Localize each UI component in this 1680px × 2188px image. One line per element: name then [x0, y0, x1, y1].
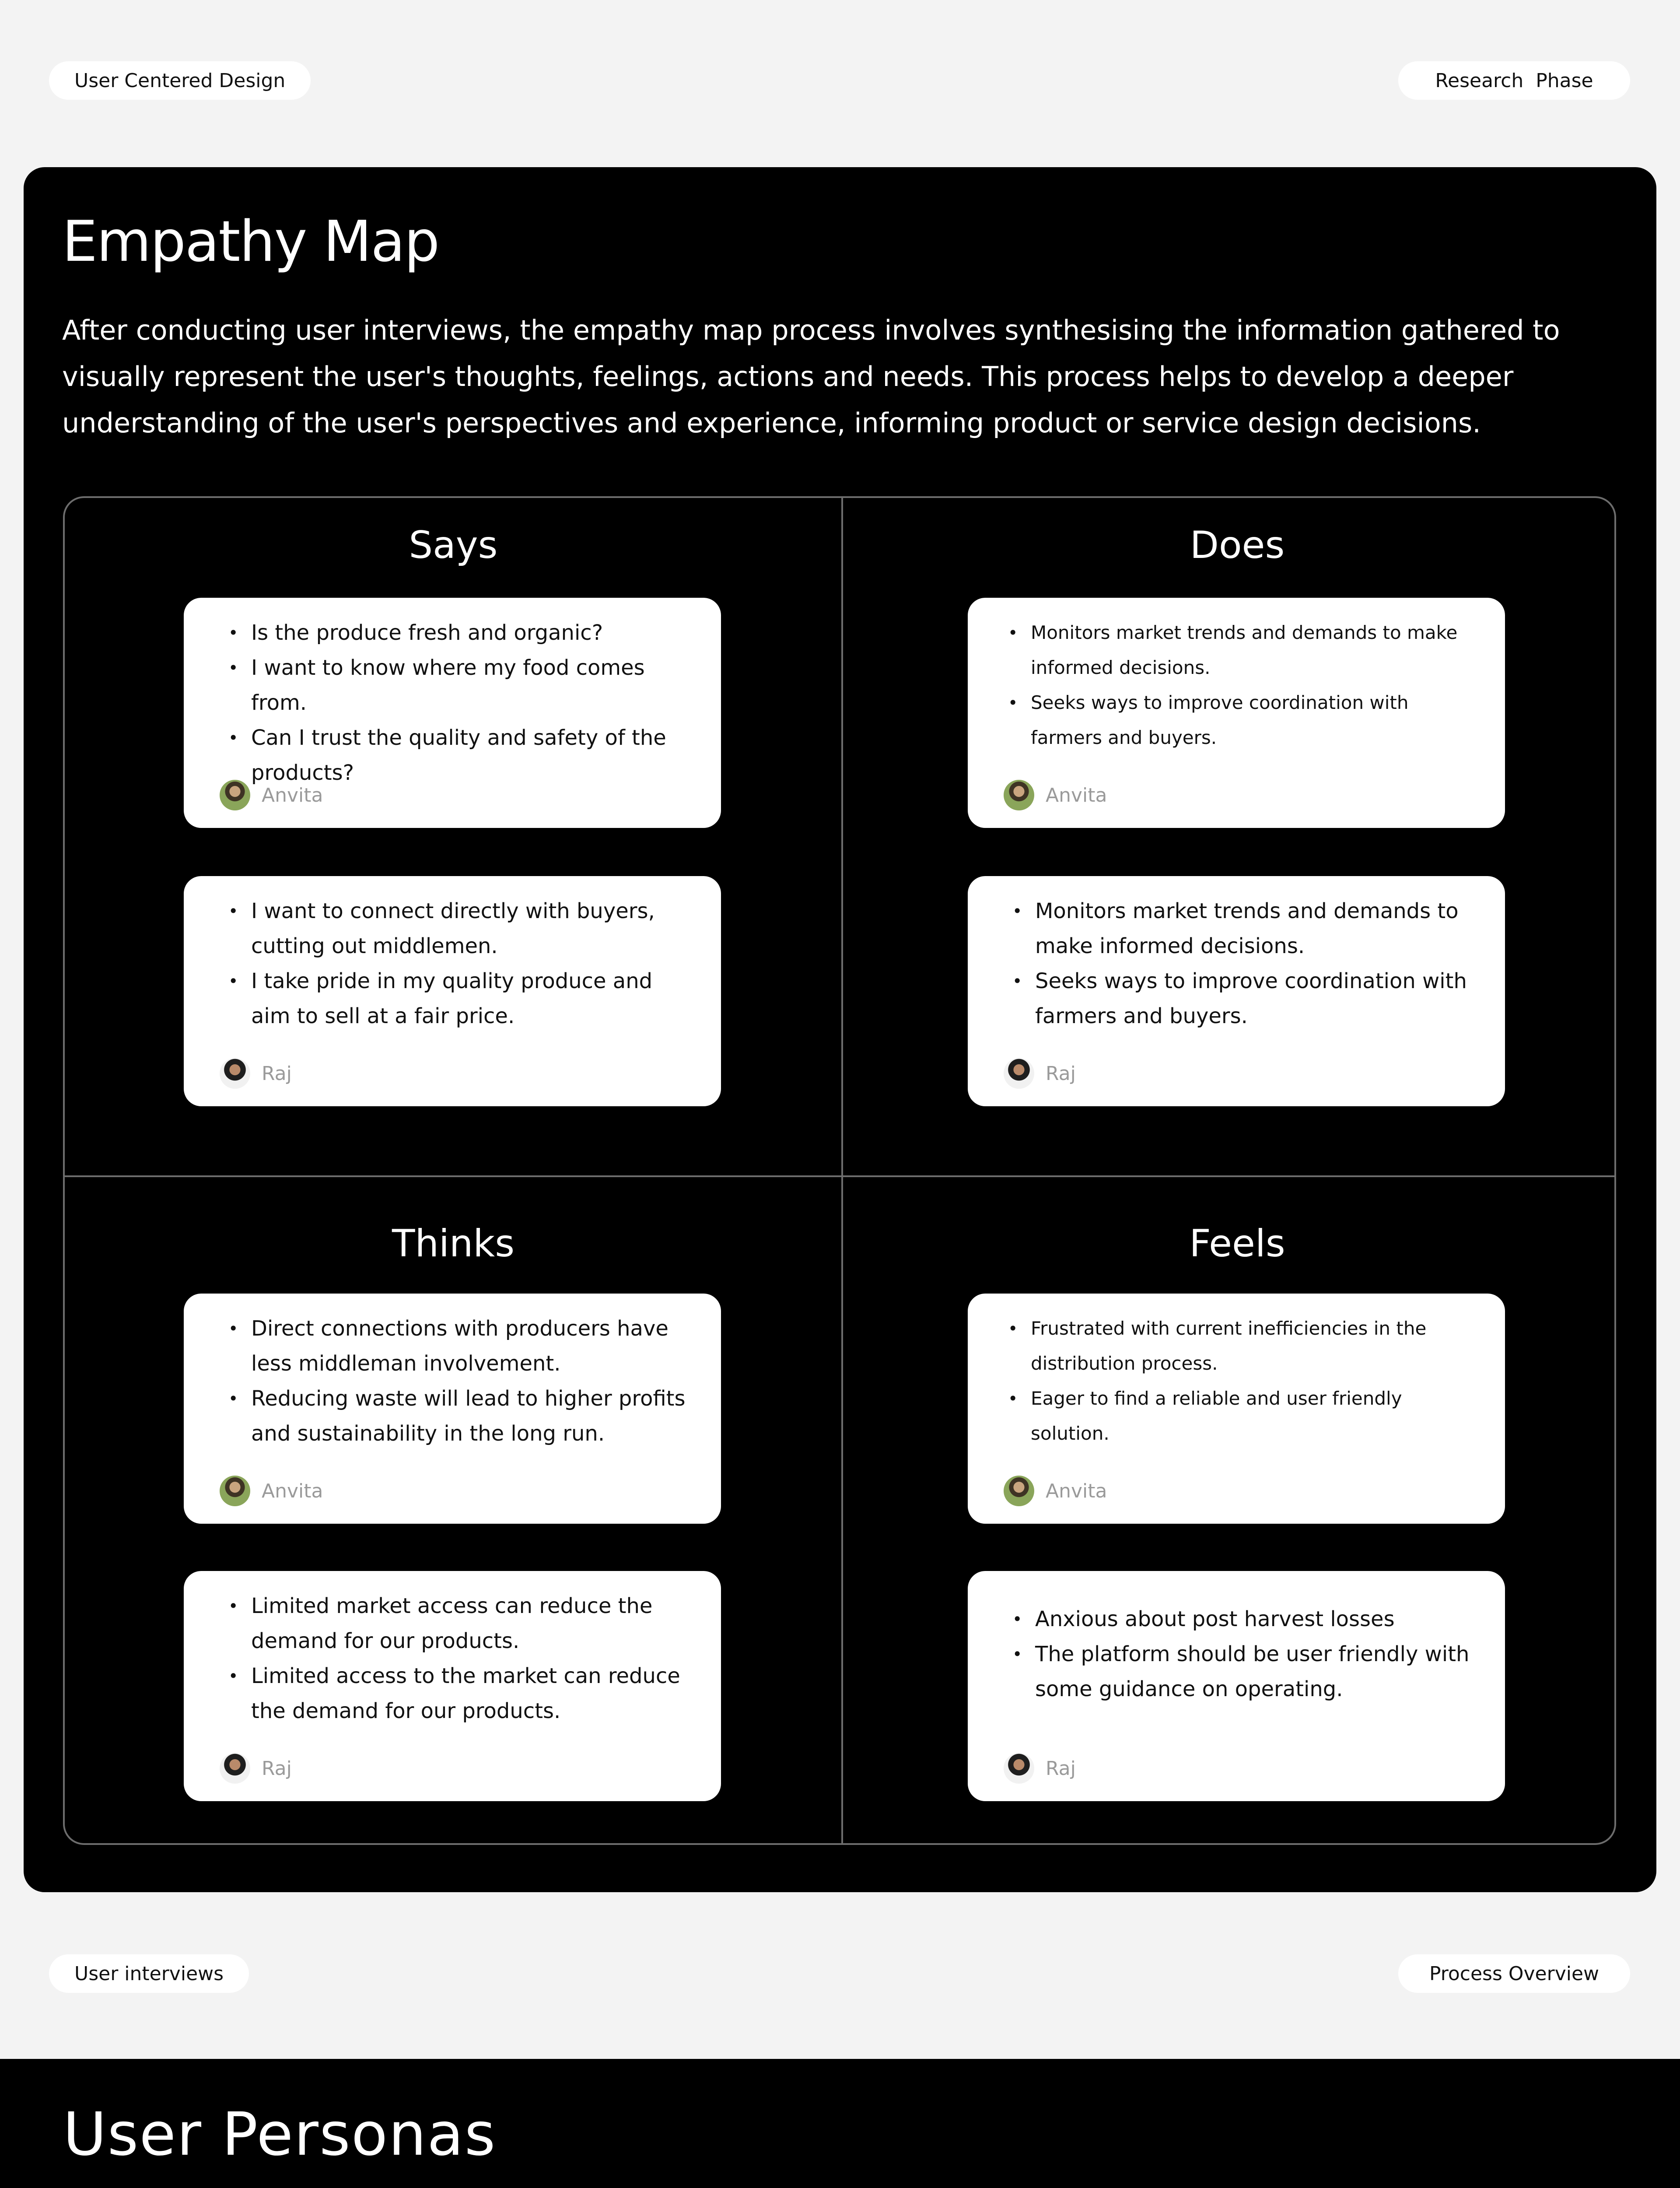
author-name: Anvita [1046, 784, 1107, 806]
tag-process-overview: Process Overview [1398, 1954, 1630, 1993]
card-author [1004, 1058, 1076, 1089]
author-name: Raj [262, 1757, 292, 1780]
feels-card-raj [968, 1571, 1505, 1801]
tag-user-centered-design: User Centered Design [49, 61, 311, 100]
list-item: • Eager to find a reliable and user friendly solution. [1031, 1381, 1477, 1451]
list-item: • Reducing waste will lead to higher profits and sustainability in the long run. [251, 1381, 697, 1451]
author-name: Anvita [1046, 1480, 1107, 1502]
list-item: • Monitors market trends and demands to make informed decisions. [1035, 894, 1481, 964]
author-name: Raj [1046, 1062, 1076, 1085]
list-item: • Frustrated with current inefficiencies in the distribution process. [1031, 1311, 1477, 1381]
list-item: • I want to connect directly with buyers, cutting out middlemen. [251, 894, 697, 964]
list-item: • Is the produce fresh and organic? [251, 615, 697, 650]
list-item: • Limited market access can reduce the demand for our products. [251, 1588, 697, 1659]
card-author [1004, 780, 1107, 810]
list-item: • I take pride in my quality produce and aim to sell at a fair price. [251, 964, 697, 1034]
list-item: • Limited access to the market can reduce the demand for our products. [251, 1659, 697, 1729]
list-item: • Monitors market trends and demands to make informed decisions. [1031, 615, 1477, 685]
says-card-anvita [184, 598, 721, 828]
card-author [220, 1753, 292, 1784]
says-card-raj [184, 876, 721, 1106]
avatar [220, 1058, 250, 1089]
avatar [1004, 1058, 1034, 1089]
quadrant-title-says: Says [409, 523, 498, 567]
author-name: Raj [1046, 1757, 1076, 1780]
grid-divider-horizontal [65, 1175, 1614, 1177]
card-author [220, 1058, 292, 1089]
quadrant-title-feels: Feels [1189, 1222, 1285, 1266]
tag-user-interviews: User interviews [49, 1954, 249, 1993]
list-item: • Seeks ways to improve coordination with farmers and buyers. [1035, 964, 1481, 1034]
empathy-map-description: After conducting user interviews, the empathy map process involves synthesising the information gathered to visually represent the user's thoughts, feelings, actions and needs. This process helps to develop a deeper understanding of the user's perspectives and experience, informing product or service design decisions. [62, 314, 1560, 439]
does-card-raj [968, 876, 1505, 1106]
empathy-map-panel [24, 167, 1656, 1892]
list-item: • Direct connections with producers have less middleman involvement. [251, 1311, 697, 1381]
card-author [1004, 1753, 1076, 1784]
card-author [220, 1476, 323, 1506]
thinks-card-anvita [184, 1294, 721, 1524]
user-personas-section [0, 2059, 1680, 2188]
user-personas-title: User Personas [63, 2100, 497, 2169]
tag-research-phase: Research Phase [1398, 61, 1630, 100]
card-author [1004, 1476, 1107, 1506]
avatar [1004, 1476, 1034, 1506]
empathy-grid [63, 496, 1616, 1845]
thinks-card-raj [184, 1571, 721, 1801]
list-item: • The platform should be user friendly with some guidance on operating. [1035, 1637, 1481, 1707]
card-author [220, 780, 323, 810]
avatar [220, 780, 250, 810]
grid-divider-vertical [841, 498, 843, 1843]
does-card-anvita [968, 598, 1505, 828]
avatar [1004, 1753, 1034, 1784]
author-name: Anvita [262, 784, 323, 806]
list-item: • I want to know where my food comes from. [251, 650, 697, 720]
quadrant-title-does: Does [1190, 523, 1285, 567]
avatar [220, 1753, 250, 1784]
avatar [1004, 780, 1034, 810]
author-name: Anvita [262, 1480, 323, 1502]
author-name: Raj [262, 1062, 292, 1085]
list-item: • Seeks ways to improve coordination with farmers and buyers. [1031, 685, 1477, 755]
list-item: • Can I trust the quality and safety of the products? [251, 720, 697, 790]
empathy-map-title: Empathy Map [62, 209, 439, 274]
list-item: • Anxious about post harvest losses [1035, 1602, 1481, 1637]
quadrant-title-thinks: Thinks [392, 1222, 515, 1266]
feels-card-anvita [968, 1294, 1505, 1524]
avatar [220, 1476, 250, 1506]
